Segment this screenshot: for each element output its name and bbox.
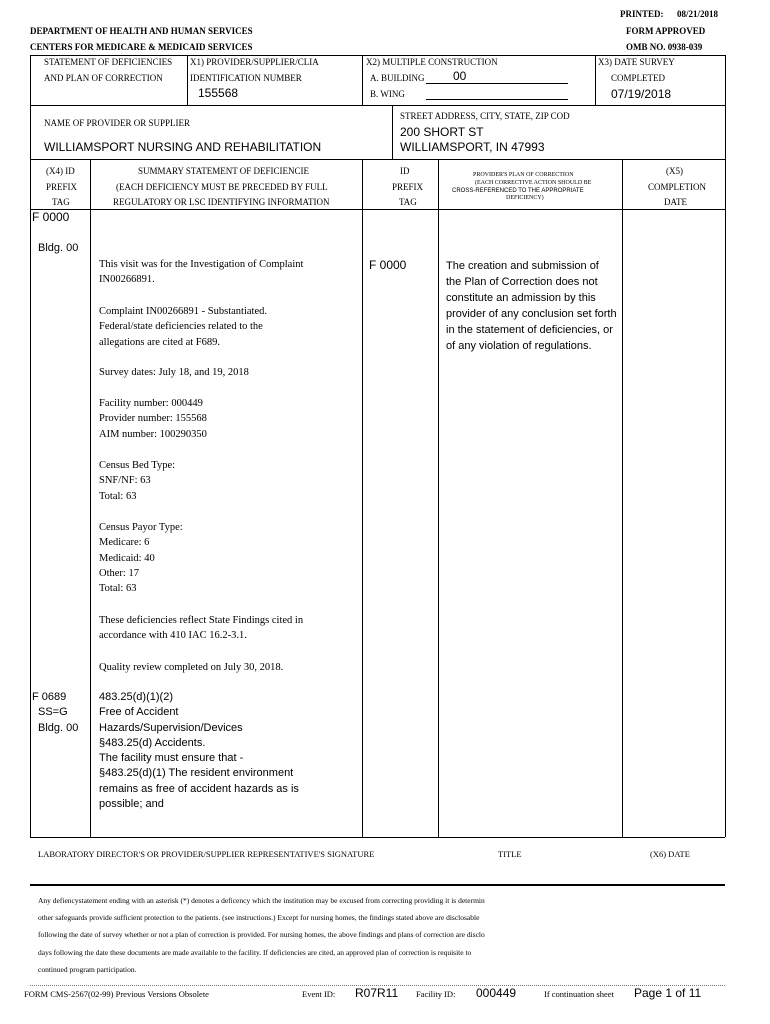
street-address: 200 SHORT ST — [400, 125, 484, 139]
x4-header-1: (X4) ID — [46, 166, 75, 176]
plan-header-3: CROSS-REFERENCED TO THE APPROPRIATE — [452, 188, 584, 194]
director-signature-label: LABORATORY DIRECTOR'S OR PROVIDER/SUPPLIER REPRESENTATIVE'S SIGNATURE — [38, 849, 375, 859]
signature-divider — [30, 884, 725, 886]
facility-id-value: 000449 — [476, 986, 517, 1000]
id-tag-f0000: F 0000 — [369, 258, 407, 272]
summary-paragraph: Census Bed Type: SNF/NF: 63 Total: 63 — [99, 460, 176, 502]
x3-sublabel: COMPLETED — [611, 73, 665, 83]
printed-label: PRINTED: — [620, 9, 664, 19]
x2-label: X2) MULTIPLE CONSTRUCTION — [366, 57, 498, 67]
continuation-label: If continuation sheet — [544, 989, 614, 999]
event-id-value: R07R11 — [355, 986, 399, 1000]
id-header-1: ID — [400, 166, 410, 176]
x1-sublabel: IDENTIFICATION NUMBER — [190, 73, 302, 83]
event-id-label: Event ID: — [302, 989, 336, 999]
building-label: A. BUILDING — [370, 73, 425, 83]
wing-underline — [426, 99, 568, 100]
plan-header-2: (EACH CORRECTIVE ACTION SHOULD BE — [475, 180, 592, 186]
address-label: STREET ADDRESS, CITY, STATE, ZIP COD — [400, 111, 570, 121]
summary-header-2: (EACH DEFICIENCY MUST BE PRECEDED BY FULL — [116, 182, 328, 192]
statement-label-1: STATEMENT OF DEFICIENCIES — [44, 57, 173, 67]
survey-completed-date: 07/19/2018 — [611, 87, 672, 101]
summary-header-3: REGULATORY OR LSC IDENTIFYING INFORMATION — [113, 197, 330, 207]
department-title: DEPARTMENT OF HEALTH AND HUMAN SERVICES — [30, 26, 253, 36]
disclaimer: Any defiencystatement ending with an asterisk (*) denotes a deficency which the institution may be excused from correcting providing it is determin other safeguards provide sufficient protection to the patients. (see instructions.) Except for nursing homes, the findings stated above are disclosable following the date of survey whether or not a plan of correction is provided. For nursing homes, the above findings and plans of correction are disclo days following the date these documents are made available to the facility. If deficiencies are cited, an approved plan of correction is requisite to continued program participation. — [38, 896, 485, 974]
summary-paragraph: Complaint IN00266891 - Substantiated. Federal/state deficiencies related to the allegations are cited at F689. — [99, 306, 267, 348]
statement-label-2: AND PLAN OF CORRECTION — [44, 73, 163, 83]
building-value: 00 — [453, 69, 467, 83]
x5-header-1: (X5) — [666, 166, 683, 176]
summary-paragraph: Survey dates: July 18, and 19, 2018 — [99, 367, 249, 378]
plan-header-1: PROVIDER'S PLAN OF CORRECTION — [473, 172, 574, 178]
plan-header-4: DEFICIENCY) — [506, 195, 544, 201]
summary-paragraph: Census Payor Type: Medicare: 6 Medicaid: 40 Other: 17 Total: 63 — [99, 522, 183, 595]
x5-header-2: COMPLETION — [648, 182, 706, 192]
tag-f0000: F 0000 — [32, 210, 70, 224]
x3-label: X3) DATE SURVEY — [598, 57, 675, 67]
building-underline — [426, 83, 568, 84]
omb-number: OMB NO. 0938-039 — [626, 42, 703, 52]
form-approved: FORM APPROVED — [626, 26, 706, 36]
x4-header-3: TAG — [52, 197, 70, 207]
id-header-2: PREFIX — [392, 182, 424, 192]
provider-name-label: NAME OF PROVIDER OR SUPPLIER — [44, 118, 191, 128]
wing-label: B. WING — [370, 89, 405, 99]
page-number: Page 1 of 11 — [634, 986, 702, 1000]
printed-date: 08/21/2018 — [677, 9, 719, 19]
city-state-zip: WILLIAMSPORT, IN 47993 — [400, 140, 545, 154]
centers-title: CENTERS FOR MEDICARE & MEDICAID SERVICES — [30, 42, 253, 52]
summary-paragraph: Quality review completed on July 30, 2018. — [99, 662, 284, 673]
form-number: FORM CMS-2567(02-99) Previous Versions Obsolete — [24, 989, 209, 999]
provider-number: 155568 — [198, 86, 239, 100]
summary-header-1: SUMMARY STATEMENT OF DEFICIENCIE — [138, 166, 310, 176]
x4-header-2: PREFIX — [46, 182, 78, 192]
x6-date-label: (X6) DATE — [650, 849, 690, 859]
summary-paragraph: These deficiencies reflect State Findings cited in accordance with 410 IAC 16.2-3.1. — [99, 615, 304, 642]
bldg-label: Bldg. 00 — [38, 242, 79, 254]
plan-of-correction: The creation and submission of the Plan of Correction does not constitute an admission by this provider of any conclusion set forth in the statement of deficiencies, or of any violation of regulations. — [446, 260, 617, 352]
f0689-regulation-text: 483.25(d)(1)(2) Free of Accident Hazards/Supervision/Devices §483.25(d) Accidents. The facility must ensure that - §483.25(d)(1) The resident environment remains as free of accident hazards as is possible; and — [99, 691, 299, 811]
title-label: TITLE — [498, 849, 522, 859]
x1-label: X1) PROVIDER/SUPPLIER/CLIA — [190, 57, 319, 67]
tag-f0689: F 0689 SS=G Bldg. 00 — [32, 691, 79, 734]
x5-header-3: DATE — [664, 197, 687, 207]
summary-paragraph: This visit was for the Investigation of Complaint IN00266891. — [99, 259, 304, 286]
summary-paragraph: Facility number: 000449 Provider number: 155568 AIM number: 100290350 — [99, 398, 207, 440]
facility-id-label: Facility ID: — [416, 989, 456, 999]
provider-name: WILLIAMSPORT NURSING AND REHABILITATION — [44, 140, 322, 154]
id-header-3: TAG — [399, 197, 417, 207]
